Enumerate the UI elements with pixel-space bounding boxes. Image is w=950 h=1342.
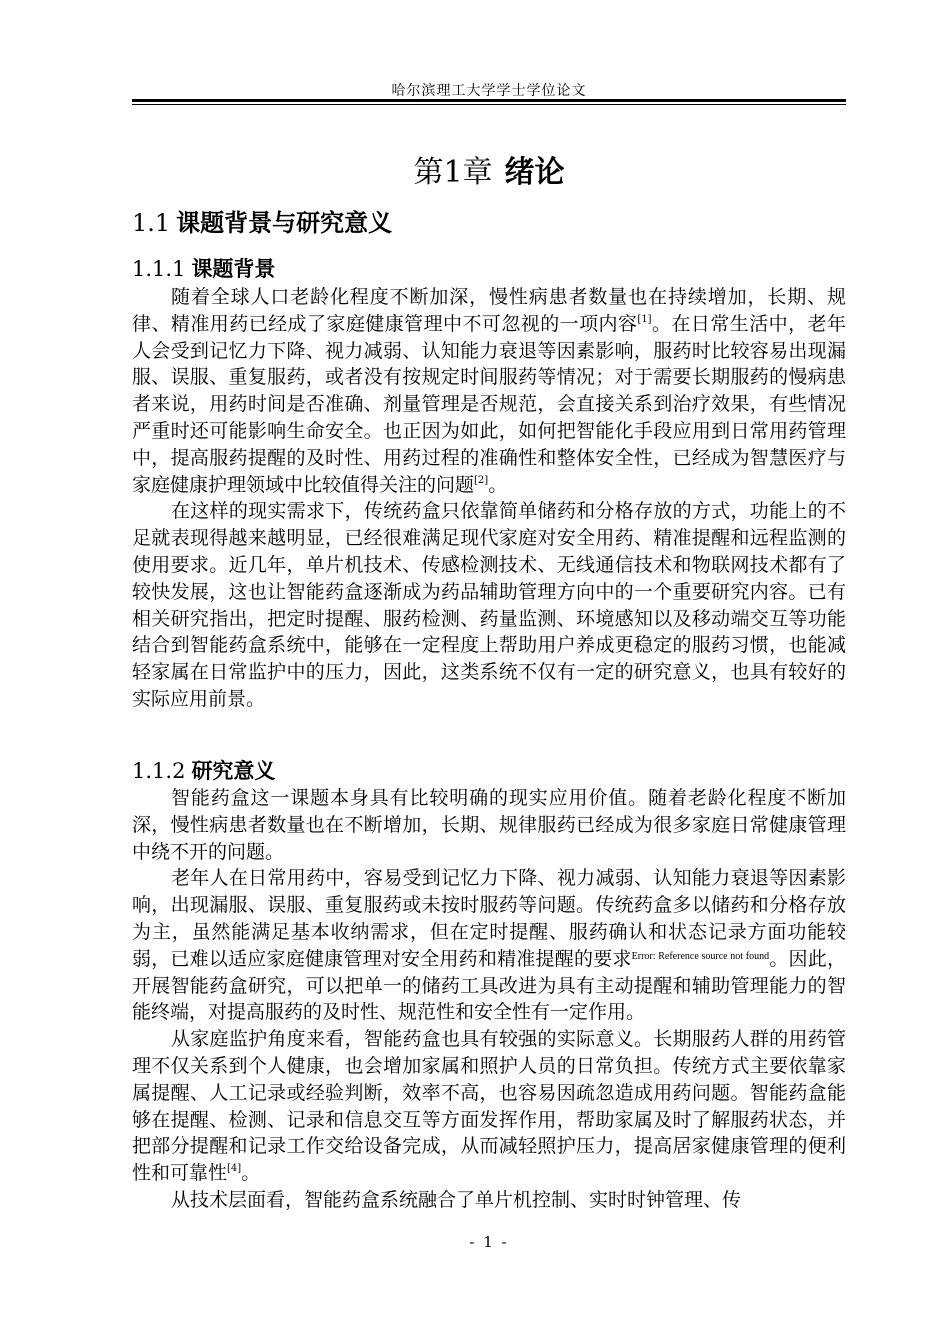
- header-rule-thick: [132, 99, 846, 102]
- section-heading: [132, 207, 392, 239]
- page-number: - 1 -: [469, 1233, 509, 1251]
- citation[interactable]: [2]: [474, 474, 489, 486]
- paragraph: 在这样的现实需求下，传统药盒只依靠简单储药和分格存放的方式，功能上的不足就表现得越来越明显，已经很难满足现代家庭对安全用药、精准提醒和远程监测的使用要求。近几年，单片机技术、传感检测技术、无线通信技术和物联网技术都有了较快发展，这也让智能药盒逐渐成为药品辅助管理方向中的一个重要研究内容。已有相关研究指出，把定时提醒、服药检测、药量监测、环境感知以及移动端交互等功能结合到智能药盒系统中，能够在一定程度上帮助用户养成更稳定的服药习惯，也能减轻家属在日常监护中的压力，因此，这类系统不仅有一定的研究意义，也具有较好的实际应用前景。: [132, 500, 846, 710]
- paragraph-text: 。在日常生活中，老年人会受到记忆力下降、视力减弱、认知能力衰退等因素影响，服药时比较容易出现漏服、误服、重复服药，或者没有按规定时间服药等情况；对于需要长期服药的慢病患者来说，用药时间是否准确、剂量管理是否规范，会直接关系到治疗效果，有些情况严重时还可能影响生命安全。也正因为如此，如何把智能化手段应用到日常用药管理中，提高服药提醒的及时性、用药过程的准确性和整体安全性，已经成为智慧医疗与家庭健康护理领域中比较值得关注的问题: [132, 312, 846, 496]
- subsection-number: 1.1.1: [132, 257, 186, 281]
- paragraph-text: 从家庭监护角度来看，智能药盒也具有较强的实际意义。长期服药人群的用药管理不仅关系到个人健康，也会增加家属和照护人员的日常负担。传统方式主要依靠家属提醒、人工记录或经验判断，效率不高，也容易因疏忽造成用药问题。智能药盒能够在提醒、检测、记录和信息交互等方面发挥作用，帮助家属及时了解服药状态，并把部分提醒和记录工作交给设备完成，从而减轻照护压力，提高居家健康管理的便利性和可靠性: [132, 1028, 846, 1185]
- paragraph-text: 。因此，开展智能药盒研究，可以把单一的储药工具改进为具有主动提醒和辅助管理能力的智能终端，对提高服药的及时性、规范性和安全性有一定作用。: [132, 947, 846, 1024]
- reference-error: Error: Reference source not found: [631, 950, 770, 962]
- paragraph: [132, 865, 846, 1026]
- paragraph: 智能药盒这一课题本身具有比较明确的现实应用价值。随着老龄化程度不断加深，慢性病患者数量也在不断增加，长期、规律服药已经成为很多家庭日常健康管理中绕不开的问题。: [132, 787, 846, 863]
- subsection-heading-background: [132, 255, 275, 283]
- paragraph: 从技术层面看，智能药盒系统融合了单片机控制、实时时钟管理、传: [170, 1188, 741, 1211]
- paragraph-text: 老年人在日常用药中，容易受到记忆力下降、视力减弱、认知能力衰退等因素影响，出现漏服、误服、重复服药或未按时服药等问题。传统药盒多以储药和分格存放为主，虽然能满足基本收纳需求，但在定时提醒、服药确认和状态记录方面功能较弱，已难以适应家庭健康管理对安全用药和精准提醒的要求: [132, 867, 846, 970]
- running-header: 哈尔滨理工大学学士学位论文: [391, 83, 587, 99]
- section-number: 1.1: [132, 209, 171, 237]
- paragraph: [132, 1026, 846, 1187]
- subsection-title: 研究意义: [191, 758, 276, 783]
- paragraph-text: 随着全球人口老龄化程度不断加深，慢性病患者数量也在持续增加，长期、规律、精准用药已经成了家庭健康管理中不可忽视的一项内容: [132, 286, 846, 335]
- header-rule-thin: [132, 104, 846, 105]
- subsection-title: 课题背景: [191, 256, 276, 281]
- chapter-number: 第1章: [413, 155, 493, 190]
- subsection-heading-significance: [132, 757, 275, 785]
- citation[interactable]: [4]: [227, 1163, 242, 1175]
- section-title: 课题背景与研究意义: [176, 208, 393, 237]
- subsection-number: 1.1.2: [132, 759, 186, 783]
- citation[interactable]: [1]: [637, 313, 652, 325]
- body-text-background: [132, 284, 846, 713]
- body-text-significance: [132, 785, 846, 1214]
- paragraph-text: 。: [241, 1162, 261, 1185]
- paragraph: [132, 284, 846, 498]
- paragraph-text: 。: [488, 473, 508, 496]
- chapter-heading: [132, 153, 846, 193]
- chapter-title: 绪论: [504, 155, 565, 190]
